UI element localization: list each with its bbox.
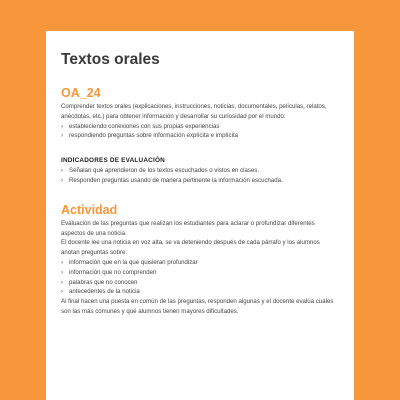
bullet-icon: › — [61, 176, 64, 184]
spacer — [61, 186, 340, 203]
list-item: › palabras que no conocen — [61, 278, 138, 286]
list-item: › Responden preguntas usando de manera pertinente la información escuchada. — [61, 176, 283, 184]
activity-bullets — [61, 258, 340, 297]
bullet-icon: › — [61, 288, 64, 296]
bullet-icon: › — [61, 122, 64, 130]
objective-code: OA_24 — [61, 86, 101, 100]
activity-heading: Actividad — [61, 202, 118, 217]
list-item: › estableciendo conexiones con sus propias experiencias — [61, 122, 220, 130]
activity-instructions: El docente lee una noticia en voz alta, se va deteniendo después de cada párrafo y los alumnos anotan preguntas sobre: — [61, 239, 320, 257]
bullet-icon: › — [61, 167, 64, 175]
bullet-icon: › — [61, 278, 64, 286]
bullet-icon: › — [61, 258, 64, 266]
objective-bullets — [61, 122, 340, 142]
page-title: Textos orales — [61, 51, 160, 68]
objective-description: Comprender textos orales (explicaciones, instrucciones, noticias, documentales, películas, relatos, anécdotas, etc.) para obtener información y desarrollar su curiosidad por el mundo: — [61, 103, 327, 120]
activity-card — [46, 31, 354, 400]
activity-intro: Evaluación de las preguntas que realizan los estudiantes para aclarar o profundizar diferentes aspectos de una noticia. — [61, 219, 315, 237]
bullet-icon: › — [61, 132, 64, 140]
list-item: › información que en la que quisieran profundizar — [61, 258, 198, 266]
indicators-heading: INDICADORES DE EVALUACIÓN — [61, 157, 165, 165]
list-item: › información que no comprenden — [61, 268, 157, 276]
list-item: › antecedentes de la noticia — [61, 288, 140, 296]
list-item: › Señalan qué aprendieron de los textos escuchados o vistos en clases. — [61, 167, 260, 175]
list-item: › respondiendo preguntas sobre información explícita e implícita — [61, 132, 239, 140]
bullet-icon: › — [61, 268, 64, 276]
activity-closing: Al final hacen una puesta en común de las preguntas, responden algunas y el docente evalúa cuáles son las más comunes y qué alumnos tienen mayores dificultades. — [61, 298, 334, 315]
indicators-list — [61, 166, 340, 186]
